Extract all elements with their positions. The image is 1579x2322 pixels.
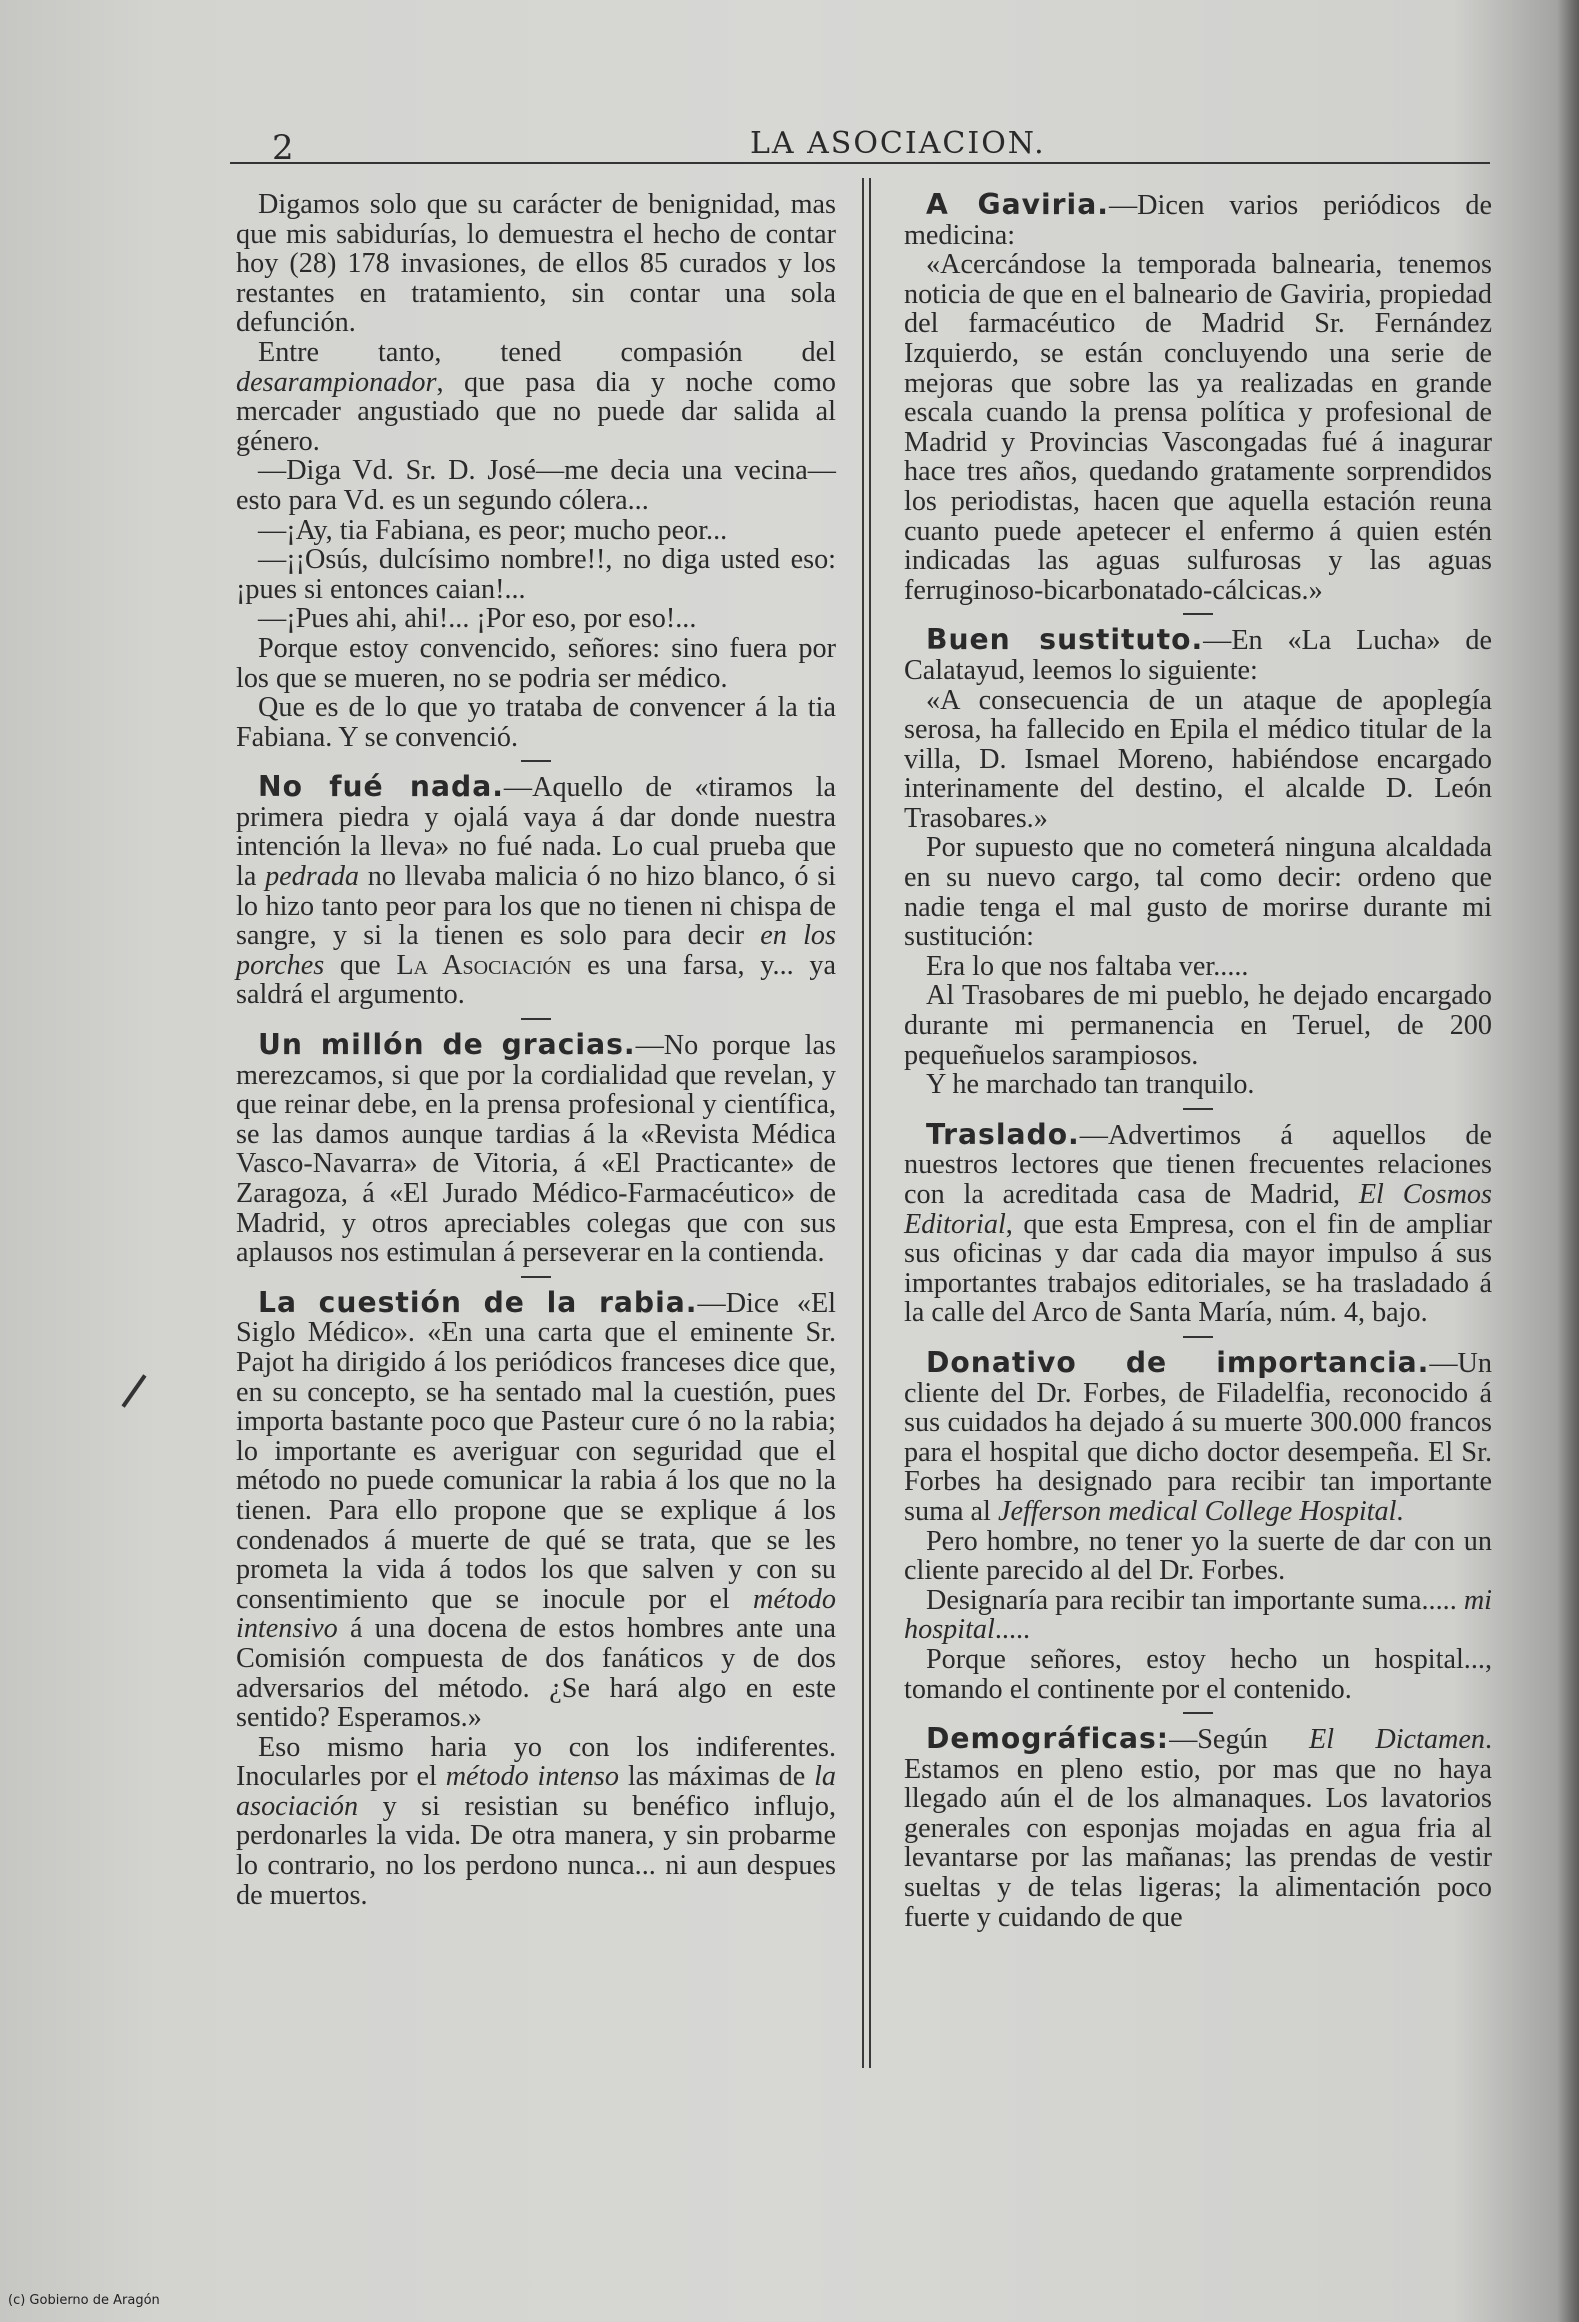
quote: «A consecuencia de un ataque de apoplegía serosa, ha fallecido en Epila el médico titular de la villa, D. Ismael Moreno, habiéndose encargado interinamente del destino, el alcalde D. León Trasobares.» — [904, 684, 1492, 834]
journal-title: LA ASOCIACION. — [750, 126, 1046, 161]
paragraph: Designaría para recibir tan importante suma..... mi hospital..... — [904, 1584, 1492, 1646]
right-column — [904, 190, 1492, 1932]
section-separator — [1183, 1712, 1213, 1714]
left-column — [236, 190, 836, 1910]
dialogue-line: —¡¡Osús, dulcísimo nombre!!, no diga usted eso: ¡pues si entonces caian!... — [236, 544, 836, 605]
section-separator — [1183, 1336, 1213, 1338]
article-heading: La cuestión de la rabia. — [258, 1285, 698, 1319]
section-separator — [521, 760, 551, 762]
page-edge-shadow — [1557, 0, 1579, 2322]
article-heading: Buen sustituto. — [926, 623, 1204, 657]
article-gaviria: A Gaviria.—Dicen varios periódicos de medicina: — [904, 188, 1492, 251]
dialogue-line: —¡Ay, tia Fabiana, es peor; mucho peor... — [258, 514, 728, 546]
paragraph: Era lo que nos faltaba ver..... — [926, 950, 1249, 982]
article-buen-sustituto: Buen sustituto.—En «La Lucha» de Calatayud, leemos lo siguiente: — [904, 623, 1492, 686]
paragraph: Eso mismo haria yo con los indiferentes. Inocularles por el método intenso las máximas de la asociación y si resistian su benéfico influjo, perdonarles la vida. De otra manera, y sin probarme lo contrario, no los perdono nunca... ni aun despues de muertos. — [236, 1731, 837, 1911]
paragraph: Pero hombre, no tener yo la suerte de dar con un cliente parecido al del Dr. Forbes. — [904, 1525, 1492, 1587]
dialogue-line: —¡Pues ahi, ahi!... ¡Por eso, por eso!... — [258, 603, 697, 635]
article-heading: Un millón de gracias. — [258, 1028, 636, 1062]
article-heading: Traslado. — [926, 1117, 1080, 1151]
article-heading: Donativo de importancia. — [926, 1345, 1430, 1379]
paragraph: Digamos solo que su carácter de benignidad, mas que mis sabidurías, lo demuestra el hecho de contar hoy (28) 178 invasiones, de ellos 85 curados y los restantes en tratamiento, sin contar una sola defunción. — [236, 189, 836, 339]
article-heading: No fué nada. — [258, 770, 504, 804]
paragraph: Porque señores, estoy hecho un hospital..., tomando el continente por el contenido. — [904, 1643, 1492, 1705]
paragraph: Al Trasobares de mi pueblo, he dejado encargado durante mi permanencia en Teruel, de 200 pequeñuelos sarampiosos. — [904, 980, 1492, 1071]
copyright-notice: (c) Gobierno de Aragón — [8, 2293, 160, 2308]
section-separator — [521, 1276, 551, 1278]
section-separator — [1183, 613, 1213, 615]
article-traslado: Traslado.—Advertimos á aquellos de nuestros lectores que tienen frecuentes relaciones con la acreditada casa de Madrid, El Cosmos Editorial, que esta Empresa, con el fin de ampliar sus oficinas y dar cada dia mayor impulso á sus importantes trabajos editoriales, se ha trasladado á la calle del Arco de Santa María, núm. 4, bajo. — [904, 1117, 1492, 1329]
paragraph: Y he marchado tan tranquilo. — [926, 1069, 1255, 1101]
dialogue-line: —Diga Vd. Sr. D. José—me decia una vecina—esto para Vd. es un segundo cólera... — [236, 455, 836, 516]
paragraph: Por supuesto que no cometerá ninguna alcaldada en su nuevo cargo, tal como decir: ordeno que nadie tenga el mal gusto de morirse durante mi sustitución: — [904, 832, 1492, 953]
page-number: 2 — [272, 128, 294, 168]
quote: «Acercándose la temporada balnearia, tenemos noticia de que en el balneario de Gaviria, propiedad del farmacéutico de Madrid Sr. Fernández Izquierdo, se están concluyendo una serie de mejoras que sobre las ya realizadas en grande escala cuando la prensa política y profesional de Madrid y Provincias Vascongadas fué á inagurar hace tres años, quedando gratamente sorprendidos los periodistas, hacen que aquella estación reuna cuanto puede apetecer el enfermo á quien estén indicadas las aguas sulfurosas y las aguas ferruginoso-bicarbonatado-cálcicas.» — [904, 249, 1492, 606]
article-donativo: Donativo de importancia.—Un cliente del Dr. Forbes, de Filadelfia, reconocido á sus cuidados ha dejado á su muerte 300.000 francos para el hospital que dicho doctor desempeña. El Sr. Forbes ha designado para recibir tan importante suma al Jefferson medical College Hospital. — [904, 1345, 1492, 1527]
article-demograficas: Demográficas:—Según El Dictamen. Estamos en pleno estio, por mas que no haya llegado aún el de los almanaques. Los lavatorios generales con esponjas mojadas en agua fria al levantarse por las mañanas; las prendas de vestir sueltas y de telas ligeras; la alimentación poco fuerte y cuidando de que — [904, 1722, 1492, 1933]
article-heading: A Gaviria. — [926, 188, 1109, 221]
article-no-fue-nada: No fué nada.—Aquello de «tiramos la primera piedra y ojalá vaya á dar donde nuestra intención la lleva» no fué nada. Lo cual prueba que la pedrada no llevaba malicia ó no hizo blanco, ó si lo hizo tanto peor para los que no tienen ni chispa de sangre, y si la tienen es solo para decir en los porches que La Asociación es una farsa, y... ya saldrá el argumento. — [236, 770, 837, 1011]
article-heading: Demográficas: — [926, 1722, 1170, 1756]
column-rule — [869, 178, 871, 2068]
paragraph: Entre tanto, tened compasión del desarampionador, que pasa dia y noche como mercader angustiado que no puede dar salida al género. — [236, 336, 836, 457]
section-separator — [521, 1018, 551, 1020]
column-rule — [862, 178, 864, 2068]
article-cuestion-rabia: La cuestión de la rabia.—Dice «El Siglo Médico». «En una carta que el eminente Sr. Pajot ha dirigido á los periódicos franceses dice que, en su concepto, se ha sentado mal la cuestión, pues importa bastante poco que Pasteur cure ó no la rabia; lo importante es averiguar con seguridad que el método no puede comunicar la rabia á los que no la tienen. Para ello propone que se explique á los condenados á muerte de qué se trata, que se les prometa la vida á todos los que salven y con su consentimiento que se inocule por el método intensivo á una docena de estos hombres ante una Comisión compuesta de dos fanáticos y de dos adversarios del método. ¿Se hará algo en este sentido? Esperamos.» — [236, 1285, 836, 1734]
paragraph: Que es de lo que yo trataba de convencer á la tia Fabiana. Y se convenció. — [236, 692, 836, 753]
section-separator — [1183, 1108, 1213, 1110]
article-millon-de-gracias: Un millón de gracias.—No porque las merezcamos, si que por la cordialidad que revelan, y que reinar debe, en la prensa profesional y científica, se las damos aunque tardias á la «Revista Médica Vasco-Navarra» de Vitoria, á «El Practicante» de Zaragoza, á «El Jurado Médico-Farmacéutico» de Madrid, y otros apreciables colegas que con sus aplausos nos estimulan á perseverar en la contienda. — [236, 1028, 836, 1269]
margin-pen-mark — [121, 1374, 146, 1407]
paragraph: Porque estoy convencido, señores: sino fuera por los que se mueren, no se podria ser médico. — [236, 632, 836, 694]
page-header — [230, 118, 1490, 168]
